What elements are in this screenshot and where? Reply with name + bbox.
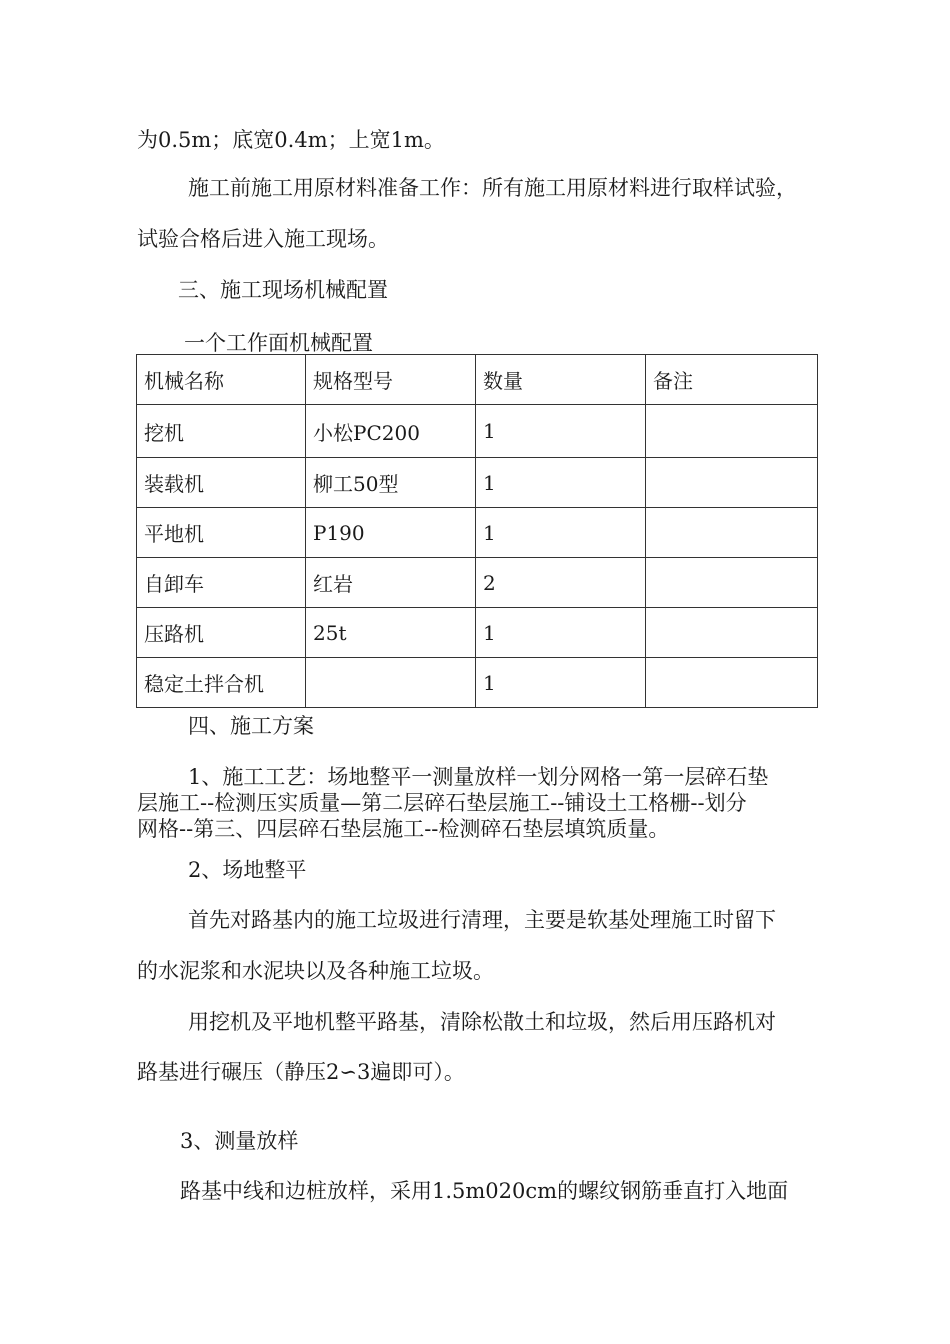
level-line-1: 用挖机及平地机整平路基，清除松散土和垃圾，然后用压路机对 (188, 1010, 776, 1034)
cell-name: 挖机 (137, 405, 306, 458)
cell-name: 自卸车 (137, 558, 306, 608)
table-row (137, 608, 818, 658)
cell-spec: 25t (306, 608, 476, 658)
table-row (137, 405, 818, 458)
cell-quantity: 1 (476, 658, 646, 708)
clean-line-2: 的水泥浆和水泥块以及各种施工垃圾。 (137, 959, 494, 983)
header-cell-name: 机械名称 (137, 355, 306, 405)
cell-spec: 红岩 (306, 558, 476, 608)
table-row (137, 658, 818, 708)
cell-spec: 柳工50型 (306, 458, 476, 508)
cell-remark (646, 658, 818, 708)
header-cell-quantity: 数量 (476, 355, 646, 405)
para-materials-line-1: 施工前施工用原材料准备工作：所有施工用原材料进行取样试验， (188, 176, 797, 200)
header-cell-spec: 规格型号 (306, 355, 476, 405)
machinery-table (136, 354, 818, 708)
process-line-3: 网格--第三、四层碎石垫层施工--检测碎石垫层填筑质量。 (137, 817, 670, 841)
clean-line-1: 首先对路基内的施工垃圾进行清理，主要是软基处理施工时留下 (188, 908, 776, 932)
text-line-1: 为0.5m；底宽0.4m；上宽1m。 (137, 128, 445, 152)
table-row (137, 508, 818, 558)
cell-quantity: 1 (476, 405, 646, 458)
table-row (137, 558, 818, 608)
table-title: 一个工作面机械配置 (184, 331, 373, 355)
cell-name: 压路机 (137, 608, 306, 658)
cell-quantity: 1 (476, 608, 646, 658)
table-row (137, 458, 818, 508)
para-materials-line-2: 试验合格后进入施工现场。 (137, 227, 389, 251)
cell-remark (646, 508, 818, 558)
cell-remark (646, 458, 818, 508)
cell-spec: 小松PC200 (306, 405, 476, 458)
cell-remark (646, 608, 818, 658)
section-3-heading: 三、施工现场机械配置 (178, 278, 388, 302)
cell-quantity: 2 (476, 558, 646, 608)
cell-quantity: 1 (476, 508, 646, 558)
survey-line-1: 路基中线和边桩放样，采用1.5m020cm的螺纹钢筋垂直打入地面 (180, 1179, 789, 1203)
level-line-2: 路基进行碾压（静压2∽3遍即可）。 (137, 1060, 465, 1084)
cell-remark (646, 405, 818, 458)
cell-name: 平地机 (137, 508, 306, 558)
sub-2-heading: 2、场地整平 (188, 858, 307, 882)
process-paragraph (137, 764, 817, 842)
cell-remark (646, 558, 818, 608)
process-line-2: 层施工--检测压实质量—第二层碎石垫层施工--铺设土工格栅--划分 (137, 791, 747, 815)
cell-name: 稳定土拌合机 (137, 658, 306, 708)
header-cell-remark: 备注 (646, 355, 818, 405)
cell-spec: P190 (306, 508, 476, 558)
sub-3-heading: 3、测量放样 (180, 1129, 299, 1153)
process-line-1: 1、施工工艺：场地整平一测量放样一划分网格一第一层碎石垫 (188, 765, 769, 789)
cell-spec (306, 658, 476, 708)
section-4-heading: 四、施工方案 (188, 714, 314, 738)
table-header-row (137, 355, 818, 405)
cell-quantity: 1 (476, 458, 646, 508)
cell-name: 装载机 (137, 458, 306, 508)
